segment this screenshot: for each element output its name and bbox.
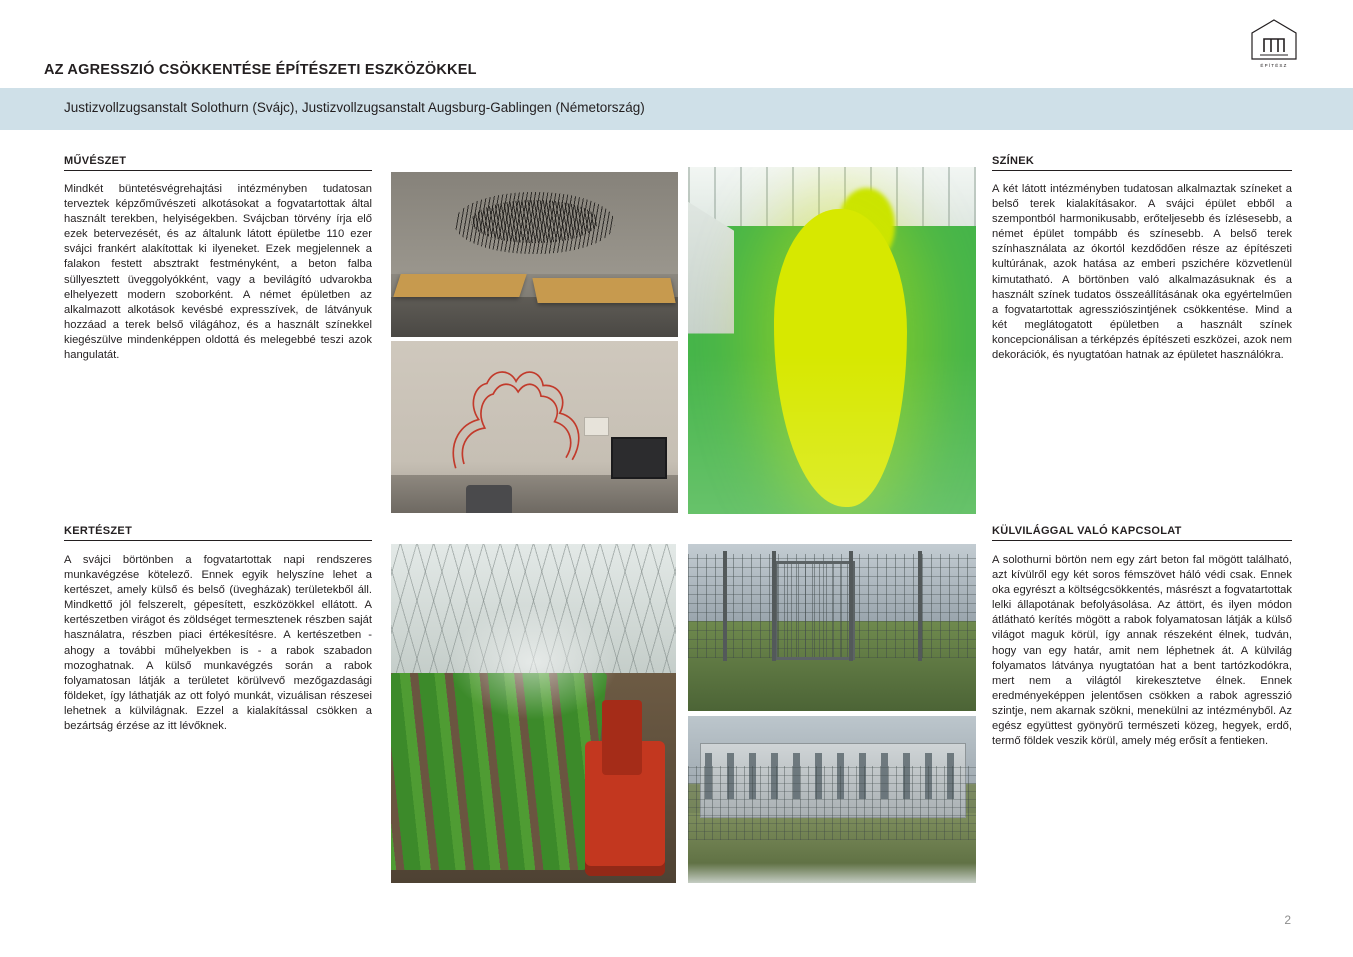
section-rule-garden [64,540,372,541]
section-text-art: Mindkét büntetésvégrehajtási intézményben tudatosan terveztek képzőművészeti alkotásokat a fogvatartottak által használt terekben, helyiségekben. Svájcban törvény írja elő ezek betervezését, és az általunk látott épületbe 110 ezer svájci frankért alakítottak ki ilyeneket. Ezek megjelennek a falakon festett absztrakt festményként, a beton falba süllyesztett üveggolyókként, vagy a bevilágító udvarokba elhelyezett modern szoborként. A német épületben az alkalmazott alkotások kevésbé expresszívek, de látványuk hozzáad a terek belső világához, és a használt színekkel kiegészülve mindenképpen oldottá és melegebbé teszi azok hangulatát. [64,183,372,362]
section-rule-art [64,170,372,171]
page-title: AZ AGRESSZIÓ CSÖKKENTÉSE ÉPÍTÉSZETI ESZKÖZÖKKEL [44,62,477,78]
subtitle: Justizvollzugsanstalt Solothurn (Svájc), Justizvollzugsanstalt Augsburg-Gablingen (Németország) [64,100,645,115]
wall-drawing-over-tables-photo [391,172,678,337]
section-text-colors: A két látott intézményben tudatosan alkalmaztak színeket a belső terek kialakításakor. A svájci épület ebből a szempontból harmonikusabb, erőteljesebb és ízlésesebb, a német épület tompább és színesebb. A belső terek színhasználata az ókortól kezdődően része az építészeti kultúrának, azok hatása az emberi pszichére közvetlenül kimutatható. A börtönben való alkalmazásuknak és a használt színek tudatos összeállításának oka egyértelműen a fogvatartottak agressziószintjének csökkentése. Mind a két meglátogatott épületben a használt színek koncepcionálisan a térképzés építészeti eszközei, azok nem dekorációk, és nyugtatóan hatnak az épületet használókra. [992,183,1292,362]
section-rule-outside [992,540,1292,541]
section-text-outside: A solothurni börtön nem egy zárt beton fal mögött található, azt kívülről egy két soros fémszövet háló védi csak. Ennek oka egyrészt a költségcsökkentés, másrészt a fogvatartottak lelki állapotának befolyásolása. Az áttört, és ilyen módon átlátható kerítés mögött a rabok folyamatosan látják a külső világot maguk körül, így annak részeként élnek, tudván, hogy van egy határ, amit nem léphetnek át. A külvilág folyamatos látványa nyugtatóan hat a bent tartózkodókra, mert nem a világtól kirekesztetve élnek. Ennek eredményeképpen jelentősen csökken a rabok agresszió szintje, nem akarnak szökni, menekülni az intézményből. Az egész együttest gyönyörű természeti közeg, hegyek, erdő, termő földek veszik körül, amely még erősít a fentieken. [992,554,1292,748]
double-mesh-fence-gate-photo [688,544,976,711]
studio-logo [1247,16,1301,70]
logo-caption: ÉPÍTÉSZ [1260,62,1288,68]
greenhouse-vegetable-rows-photo [391,544,676,883]
page-number: 2 [1284,913,1291,927]
prison-building-behind-fence-photo [688,716,976,883]
green-yellow-corridor-photo [688,167,976,514]
section-text-garden: A svájci börtönben a fogvatartottak napi rendszeres munkavégzése kötelező. Ennek egyik helyszíne lehet a kertészet, amely külső és belső (üvegházak) területekből áll. Mindkettő jól felszerelt, gépesített, eszközökkel ellátott. A kertészetben virágot és zöldséget termesztenek részben saját használatra, részben piaci értékesítésre. A kertészetben - ahogy a további műhelyekben is - a rabok szabadon mozoghatnak. A külső munkavégzés során a rabok folyamatosan látják a területet körülvevő mezőgazdasági földeket, így láthatják az ott folyó munkát, vizuálisan részesei lehetnek a külvilágnak. Ezzel a kialakítással csökken a bezártság érzése az itt lévőknek. [64,554,372,733]
section-title-art: MŰVÉSZET [64,155,127,167]
section-rule-colors [992,170,1292,171]
section-title-garden: KERTÉSZET [64,525,133,537]
section-title-outside: KÜLVILÁGGAL VALÓ KAPCSOLAT [992,525,1182,537]
red-line-hand-drawing-photo [391,341,678,513]
section-title-colors: SZÍNEK [992,155,1035,167]
